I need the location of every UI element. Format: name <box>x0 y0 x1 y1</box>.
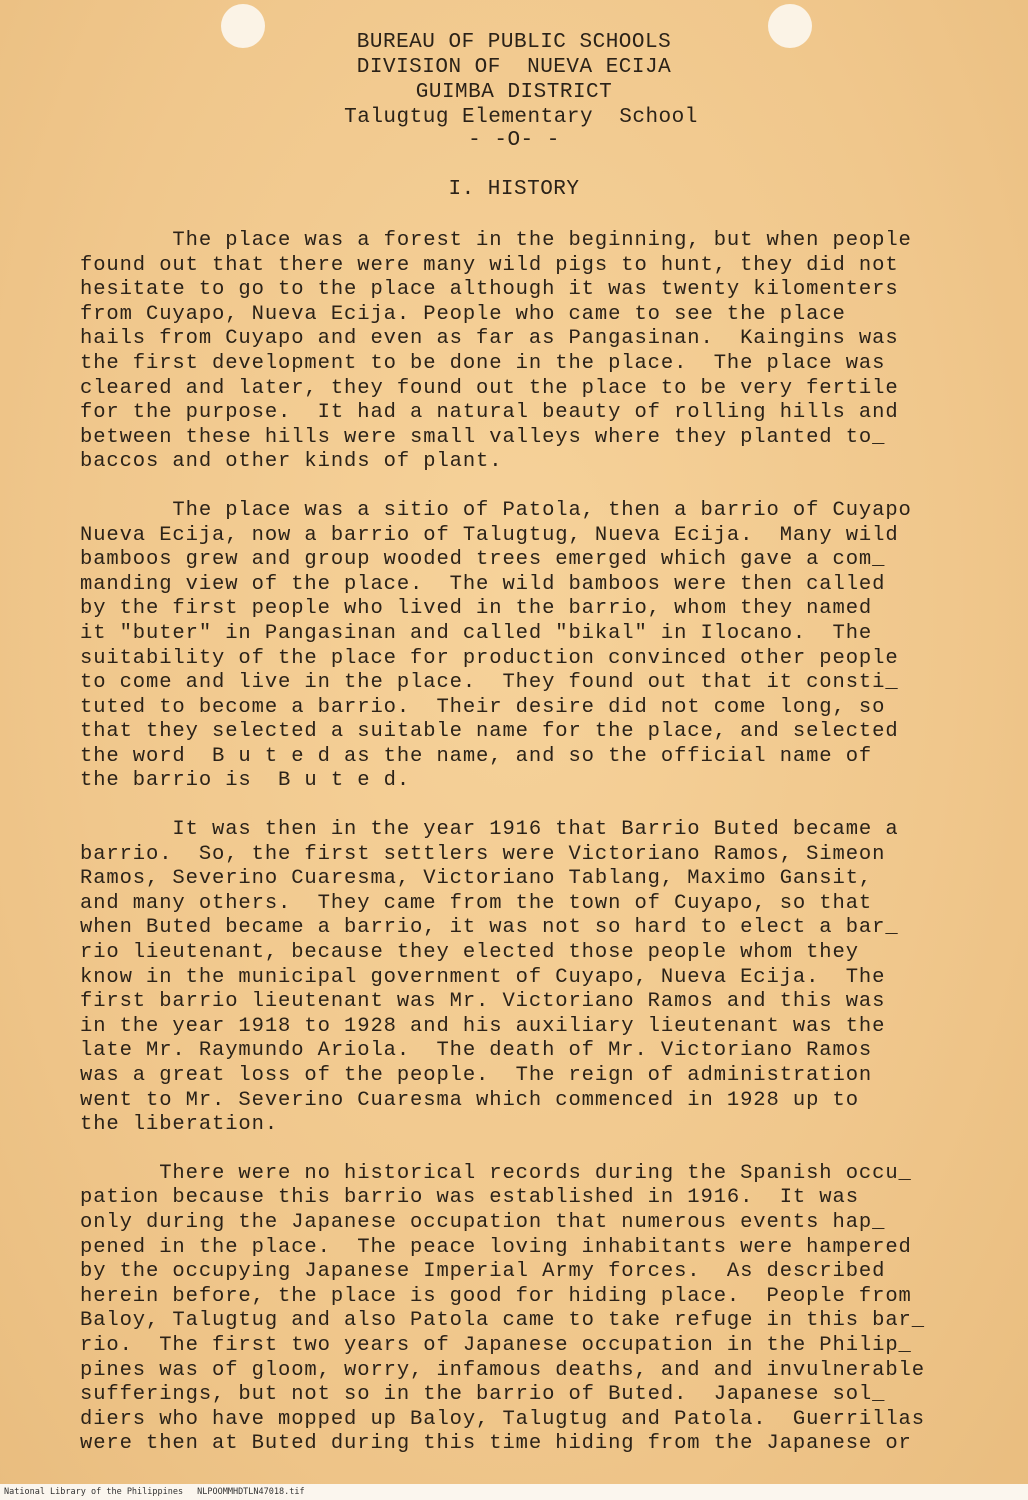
text-line: bamboos grew and group wooded trees emerged which gave a com_ <box>80 548 886 572</box>
header-divider: - -O- - <box>468 129 560 152</box>
header-district: GUIMBA DISTRICT <box>415 81 613 104</box>
text-line: It was then in the year 1916 that Barrio Buted became a <box>80 818 899 842</box>
scan-footer <box>0 1484 1028 1500</box>
text-line: it "buter" in Pangasinan and called "bikal" in Ilocano. The <box>80 621 873 645</box>
text-line: Baloy, Talugtug and also Patola came to take refuge in this bar_ <box>80 1309 925 1333</box>
text-line: for the purpose. It had a natural beauty of rolling hills and <box>80 401 899 425</box>
text-line: cleared and later, they found out the place to be very fertile <box>80 376 899 400</box>
text-line: The place was a sitio of Patola, then a barrio of Cuyapo <box>80 498 912 522</box>
text-line: There were no historical records during the Spanish occu_ <box>80 1161 912 1185</box>
text-line: tuted to become a barrio. Their desire did not come long, so <box>80 695 886 719</box>
paragraph <box>80 229 1000 475</box>
text-line: hesitate to go to the place although it was twenty kilomenters <box>80 278 899 302</box>
footer-library: National Library of the Philippines <box>4 1487 184 1497</box>
text-line: between these hills were small valleys where they planted to_ <box>80 425 886 449</box>
text-line: pened in the place. The peace loving inhabitants were hampered <box>80 1235 912 1259</box>
header-division: DIVISION OF NUEVA ECIJA <box>356 56 672 79</box>
text-line: rio. The first two years of Japanese occupation in the Philip_ <box>80 1333 912 1357</box>
text-line: baccos and other kinds of plant. <box>80 450 503 474</box>
text-line: the barrio is B u t e d. <box>80 769 411 793</box>
text-line: diers who have mopped up Baloy, Talugtug and Patola. Guerrillas <box>80 1407 925 1431</box>
text-line: Nueva Ecija, now a barrio of Talugtug, Nueva Ecija. Many wild <box>80 523 899 547</box>
text-line: that they selected a suitable name for the place, and selected <box>80 720 899 744</box>
text-line: was a great loss of the people. The reign of administration <box>80 1064 873 1087</box>
text-line: in the year 1918 to 1928 and his auxiliary lieutenant was the <box>80 1014 886 1038</box>
text-line: rio lieutenant, because they elected those people whom they <box>80 941 859 965</box>
text-line: late Mr. Raymundo Ariola. The death of Mr. Victoriano Ramos <box>80 1039 873 1063</box>
text-line: by the first people who lived in the barrio, whom they named <box>80 597 873 621</box>
text-line: and many others. They came from the town of Cuyapo, so that <box>80 891 873 915</box>
text-line: hails from Cuyapo and even as far as Pangasinan. Kaingins was <box>80 327 899 351</box>
header-bureau: BUREAU OF PUBLIC SCHOOLS <box>356 31 672 54</box>
text-line: when Buted became a barrio, it was not so hard to elect a bar_ <box>80 916 899 940</box>
text-line: by the occupying Japanese Imperial Army forces. As described <box>80 1260 886 1284</box>
text-line: pines was of gloom, worry, infamous deaths, and and invulnerable <box>80 1358 925 1382</box>
document-body <box>80 229 1000 1481</box>
text-line: from Cuyapo, Nueva Ecija. People who came to see the place <box>80 302 846 326</box>
text-line: The place was a forest in the beginning, but when people <box>80 229 912 252</box>
paragraph <box>80 1162 1000 1457</box>
text-line: know in the municipal government of Cuyapo, Nueva Ecija. The <box>80 965 886 989</box>
document-header <box>0 30 1028 153</box>
text-line: only during the Japanese occupation that numerous events hap_ <box>80 1210 886 1234</box>
text-line: manding view of the place. The wild bamboos were then called <box>80 572 886 596</box>
paragraph <box>80 499 1000 794</box>
text-line: the first development to be done in the place. The place was <box>80 351 886 375</box>
text-line: the word B u t e d as the name, and so the official name of <box>80 744 873 768</box>
text-line: herein before, the place is good for hiding place. People from <box>80 1284 912 1308</box>
text-line: found out that there were many wild pigs to hunt, they did not <box>80 253 899 277</box>
text-line: to come and live in the place. They found out that it consti_ <box>80 671 899 695</box>
header-school: Talugtug Elementary School <box>344 106 698 129</box>
text-line: Ramos, Severino Cuaresma, Victoriano Tablang, Maximo Gansit, <box>80 867 873 891</box>
footer-filename: NLPOOMMHDTLN47018.tif <box>197 1487 305 1497</box>
section-title: I. HISTORY <box>448 178 580 201</box>
text-line: first barrio lieutenant was Mr. Victoriano Ramos and this was <box>80 990 886 1014</box>
text-line: suitability of the place for production convinced other people <box>80 646 899 670</box>
text-line: barrio. So, the first settlers were Victoriano Ramos, Simeon <box>80 842 886 866</box>
paragraph <box>80 818 1000 1138</box>
text-line: sufferings, but not so in the barrio of Buted. Japanese sol_ <box>80 1383 886 1407</box>
text-line: were then at Buted during this time hiding from the Japanese or <box>80 1432 912 1456</box>
text-line: pation because this barrio was established in 1916. It was <box>80 1186 859 1210</box>
text-line: the liberation. <box>80 1113 279 1137</box>
text-line: went to Mr. Severino Cuaresma which commenced in 1928 up to <box>80 1088 859 1112</box>
